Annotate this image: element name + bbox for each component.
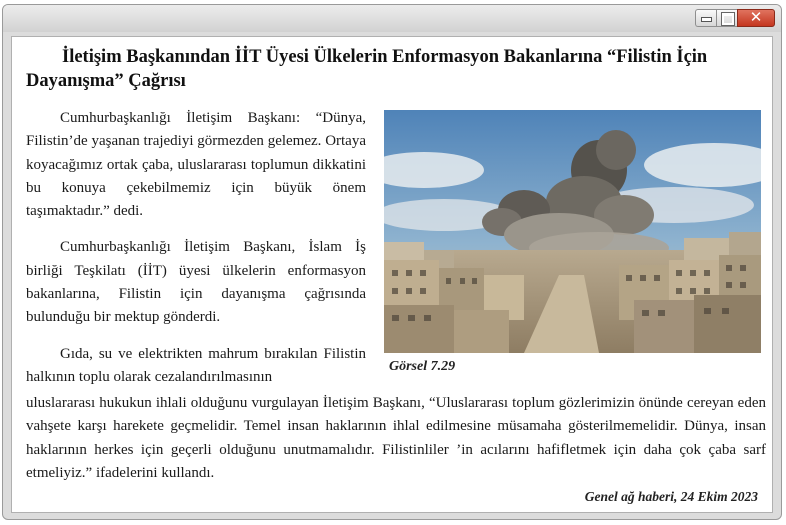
- maximize-icon: [722, 13, 734, 25]
- article-source: Genel ağ haberi, 24 Ekim 2023: [584, 489, 758, 504]
- article-headline: İletişim Başkanından İİT Üyesi Ülkelerin Enformasyon Bakanlarına “Filistin İçin Dayanışma” Çağrısı: [26, 47, 708, 91]
- article-paragraph-1: Cumhurbaşkanlığı İletişim Başkanı: “Dünya, Filistin’de yaşanan trajediyi görmezden gelemez. Ortaya koyacağımız ortak çaba, uluslararası toplumun dikkatini bu konuya çekebilmemiz için büyük önem taşımaktadır.” dedi.: [26, 110, 366, 220]
- city-smoke-photo: [384, 110, 761, 353]
- article-paragraph-3: Gıda, su ve elektrikten mahrum bırakılan Filistin halkının toplu olarak cezalandırılmasının: [26, 345, 366, 385]
- minimize-button[interactable]: [695, 9, 716, 27]
- article-paragraph-2: Cumhurbaşkanlığı İletişim Başkanı, İslam İş birliği Teşkilatı (İİT) üyesi ülkelerin enformasyon bakanlarına, Filistin için dayanışma çağrısında bulunduğu bir mektup gönderdi.: [26, 239, 366, 326]
- maximize-button[interactable]: [716, 9, 737, 27]
- news-photo: [384, 110, 761, 353]
- window-controls: [695, 9, 775, 27]
- close-icon: ✕: [749, 8, 763, 26]
- article-content: [11, 36, 773, 513]
- minimize-icon: [701, 17, 712, 22]
- document-window: [2, 4, 782, 520]
- image-caption: Görsel 7.29: [389, 359, 456, 374]
- window-titlebar[interactable]: [3, 5, 781, 32]
- close-button[interactable]: [737, 9, 775, 27]
- article-lead: [26, 107, 366, 402]
- article-continuation: uluslararası hukukun ihlali olduğunu vurgulayan İletişim Başkanı, “Uluslararası toplum gözlerimizin önünde cereyan eden vahşete karşı harekete geçmelidir. Temel insan haklarının ihlal edilmesine müsamaha gösterilmemelidir. Dünya, insan haklarının herkes için geçerli olduğunu unutmamalıdır. Filistinliler ’in acılarını hafifletmek için daha çok çaba sarf etmeliyiz.” ifadelerini kullandı.: [26, 395, 766, 481]
